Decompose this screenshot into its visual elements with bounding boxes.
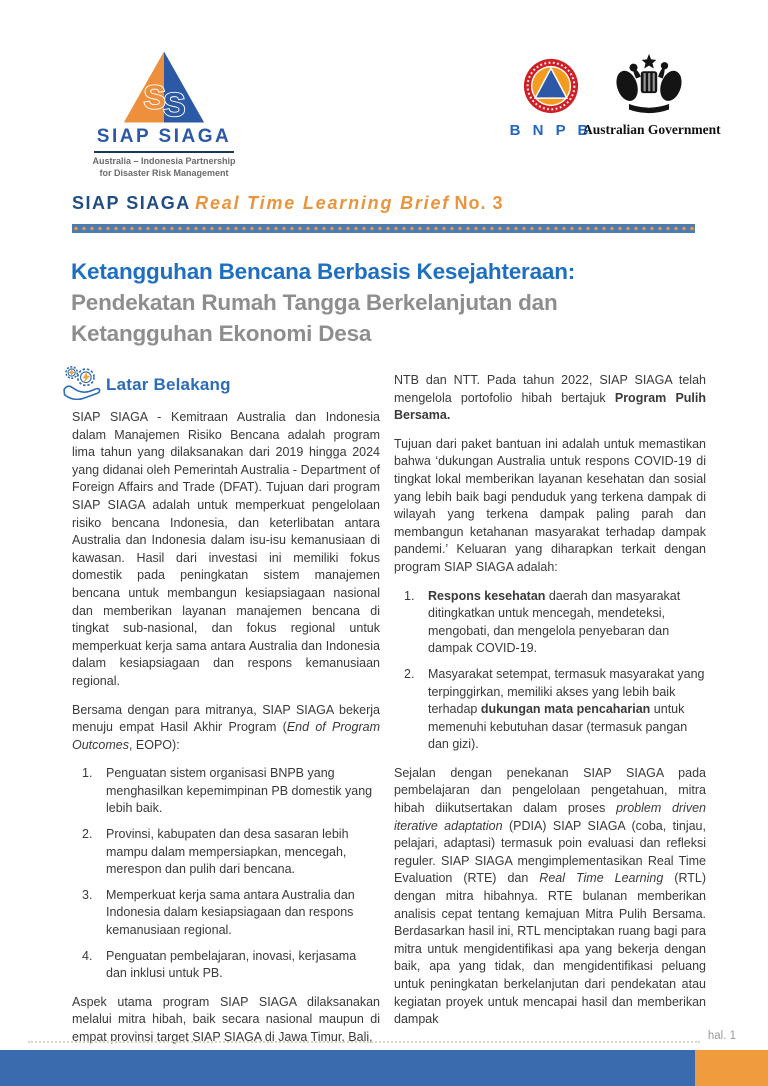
list-text: Penguatan pembelajaran, inovasi, kerjasama dan inklusi untuk PB. (106, 948, 357, 981)
eopo-list (72, 765, 380, 983)
list-text: Masyarakat setempat, termasuk masyarakat yang terpinggirkan, memiliki akses yang lebih baik terhadap dukungan mata pencaharian untuk memenuhi kebutuhan dasar (termasuk pangan dan gizi). (428, 666, 705, 752)
siap-siaga-logo (88, 50, 240, 179)
footer-bar-orange (695, 1050, 768, 1086)
bnpb-logo (508, 58, 594, 139)
siap-siaga-triangle-icon (122, 50, 206, 124)
list-item (72, 887, 380, 940)
siap-siaga-logo-name: SIAP SIAGA (96, 126, 232, 147)
paragraph: Bersama dengan para mitranya, SIAP SIAGA bekerja menuju empat Hasil Akhir Program (End of Program Outcomes, EOPO): (72, 702, 380, 752)
australian-government-label: Australian Government (583, 122, 721, 137)
list-item (72, 826, 380, 879)
siap-siaga-logo-rule (94, 151, 234, 153)
australian-government-logo (583, 53, 721, 138)
brief-number: No. 3 (454, 193, 504, 213)
list-item (72, 765, 380, 818)
list-number: 1. (82, 766, 93, 781)
list-number: 2. (82, 827, 93, 842)
siap-siaga-tagline-2: for Disaster Risk Management (99, 167, 229, 178)
svg-text:S: S (143, 79, 166, 117)
list-text: Memperkuat kerja sama antara Australia dan Indonesia dalam kesiapsiagaan dan respons kemanusiaan regional. (106, 887, 355, 938)
list-text: Penguatan sistem organisasi BNPB yang menghasilkan kepemimpinan PB domestik yang lebih baik. (106, 766, 373, 816)
list-item (72, 948, 380, 983)
paragraph: NTB dan NTT. Pada tahun 2022, SIAP SIAGA telah mengelola portofolio hibah bertajuk Program Pulih Bersama. (394, 373, 706, 423)
program-outputs-list (394, 588, 706, 754)
paragraph: SIAP SIAGA - Kemitraan Australia dan Indonesia dalam Manajemen Risiko Bencana adalah program lima tahun yang dilaksanakan dari 2019 hingga 2024 yang didanai oleh Pemerintah Australia - Department of Foreign Affairs and Trade (DFAT). Tujuan dari program SIAP SIAGA adalah untuk memperkuat pengelolaan risiko bencana Indonesia, dan keterlibatan antara Australia dan Indonesia dalam isu-isu kemanusiaan di kawasan. Hasil dari investasi ini memiliki fokus domestik pada peningkatan sistem manajemen bencana untuk membangun kesiapsiagaan nasional dan memberikan layanan manajemen bencana di tingkat sub-nasional, dan fokus regional untuk memperkuat kerja sama antara Australia dan Indonesia dalam kesiapsiagaan dan respons kemanusiaan regional. (72, 410, 380, 688)
list-number: 4. (82, 948, 93, 963)
title-line-3: Ketangguhan Ekonomi Desa (71, 321, 372, 346)
list-item (394, 666, 706, 754)
paragraph: Aspek utama program SIAP SIAGA dilaksanakan melalui mitra hibah, baik secara nasional maupun di empat provinsi target SIAP SIAGA di Jawa Timur, Bali, (72, 994, 380, 1044)
paragraph: Sejalan dengan penekanan SIAP SIAGA pada pembelajaran dan pengelolaan pengetahuan, mitra hibah diikutsertakan dalam proses problem driven iterative adaptation (PDIA) SIAP SIAGA (coba, tinjau, pelajari, adaptasi) termasuk poin evaluasi dan refleksi reguler. SIAP SIAGA mengimplementasikan Real Time Evaluation (RTE) dan Real Time Learning (RTL) dengan mitra hibahnya. RTE bulanan memberikan analisis cepat tentang kemajuan Mitra Pulih Bersama. Berdasarkan hasil ini, RTL menciptakan ruang bagi para mitra untuk mengidentifikasi apa yang bekerja dengan baik, apa yang tidak, dan mengidentifikasi peluang untuk peningkatan berkelanjutan dari pendekatan atau kegiatan proyek untuk mencapai hasil dan memberikan dampak (394, 765, 706, 1027)
footer-bar-blue (0, 1050, 695, 1086)
hand-holding-gears-icon (62, 364, 104, 400)
section-heading (62, 364, 231, 400)
footer-dotted-rule (28, 1041, 700, 1043)
bnpb-logo-label: B N P B (509, 122, 593, 139)
svg-text:S: S (163, 86, 186, 124)
title-line-2: Pendekatan Rumah Tangga Berkelanjutan dan (71, 290, 558, 315)
body-column-right (394, 372, 706, 1040)
dotted-divider-bar (72, 224, 695, 233)
paragraph: Tujuan dari paket bantuan ini adalah untuk memastikan bahwa ‘dukungan Australia untuk respons COVID-19 di tingkat lokal memberikan layanan kesehatan dan sosial yang lebih baik bagi penduduk yang terkena dampak di wilayah yang terkena dampak paling parah dan membangun ketahanan masyarakat terhadap dampak pandemi.’ Keluaran yang diharapkan terkait dengan program SIAP SIAGA adalah: (394, 436, 706, 574)
page-number: hal. 1 (707, 1030, 736, 1042)
body-column-left (72, 409, 380, 1058)
brief-brand: SIAP SIAGA (72, 193, 191, 213)
list-number: 1. (404, 588, 415, 603)
bnpb-emblem-icon (523, 58, 579, 114)
brief-series: Real Time Learning Brief (195, 193, 451, 213)
list-text: Provinsi, kabupaten dan desa sasaran lebih mampu dalam mempersiapkan, mencegah, merespon dan pulih dari bencana. (106, 827, 349, 877)
list-text: Respons kesehatan daerah dan masyarakat ditingkatkan untuk mencegah, mendeteksi, mengobati, dan mengelola penyebaran dan dampak COVID-19. (428, 588, 681, 656)
siap-siaga-tagline-1: Australia – Indonesia Partnership (92, 156, 236, 166)
list-number: 3. (82, 887, 93, 902)
list-number: 2. (404, 666, 415, 681)
australian-coat-of-arms-icon (603, 53, 695, 115)
title-line-1: Ketangguhan Bencana Berbasis Kesejahteraan: (71, 259, 576, 284)
document-title (71, 256, 691, 349)
list-item (394, 588, 706, 658)
brief-header (72, 193, 712, 214)
section-heading-label: Latar Belakang (106, 375, 231, 394)
